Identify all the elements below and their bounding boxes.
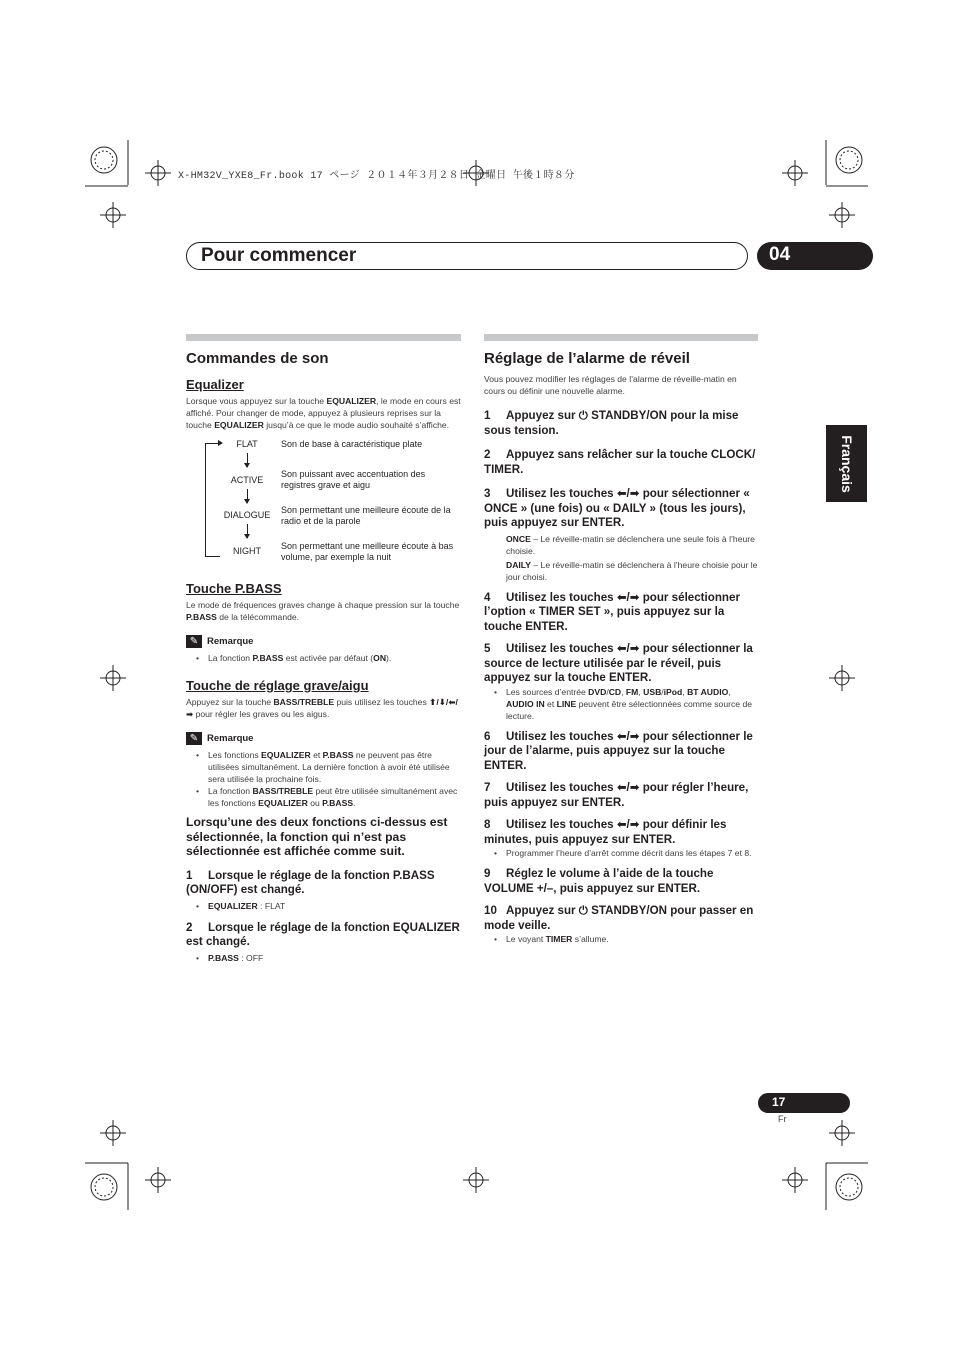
mode-flat-desc: Son de base à caractéristique plate [281,439,423,449]
chapter-number: 04 [757,242,873,270]
step-item: 5 Utilisez les touches ⬅/➡ pour sélectionner la source de lecture utilisée par le réveil, puis appuyez sur la touche ENTER. [484,642,753,684]
language-tab-label: Français [838,434,855,493]
language-tab [826,425,867,502]
step-item: 8 Utilisez les touches ⬅/➡ pour définir les minutes, puis appuyez sur ENTER. [484,818,727,846]
file-info-header: X-HM32V_YXE8_Fr.book 17 ページ ２０１４年３月２８日 金曜日 午後１時８分 [178,171,575,182]
mode-dialogue-desc: Son permettant une meilleure écoute de la radio et de la parole [281,505,451,526]
step-item: 2 Lorsque le réglage de la fonction EQUALIZER est changé. [186,920,460,948]
pbass-description: Le mode de fréquences graves change à chaque pression sur la touche P.BASS de la télécommande. [186,600,460,622]
step-item: 2 Appuyez sans relâcher sur la touche CLOCK/ TIMER. [484,448,756,476]
equalizer-description: Lorsque vous appuyez sur la touche EQUALIZER, le mode en cours est affiché. Pour changer de mode, appuyez à plusieurs reprises sur la touche EQUALIZER jusqu’à ce que le mode audio souhaité s’affiche. [186,396,461,430]
heading-bass-treble: Touche de réglage grave/aigu [186,678,369,693]
note-pencil-icon: ✎ [186,732,202,745]
arrow-down-icon [247,453,248,467]
step-item: 9 Réglez le volume à l’aide de la touche VOLUME +/–, puis appuyez sur ENTER. [484,867,714,895]
step-item: 3 Utilisez les touches ⬅/➡ pour sélectionner « ONCE » (une fois) ou « DAILY » (tous les jours), puis appuyez sur ENTER. [484,487,750,529]
step-item: 1 Lorsque le réglage de la fonction P.BASS (ON/OFF) est changé. [186,868,435,896]
alarm-intro: Vous pouvez modifier les réglages de l’alarme de réveille-matin en cours ou définir une nouvelle alarme. [484,374,737,396]
once-description: ONCE – Le réveille-matin se déclenchera une seule fois à l’heure choisie. [506,533,755,556]
note-pencil-icon: ✎ [186,635,202,648]
daily-description: DAILY – Le réveille-matin se déclenchera à l’heure choisie pour le jour choisi. [506,559,758,582]
heading-equalizer: Equalizer [186,377,244,392]
loop-line [205,443,220,557]
heading-pbass: Touche P.BASS [186,581,282,596]
bass-treble-description: Appuyez sur la touche BASS/TREBLE puis utilisez les touches ⬆/⬇/⬅/➡ pour régler les graves ou les aigus. [186,697,458,719]
mode-active-desc: Son puissant avec accentuation des registres grave et aigu [281,469,426,490]
page-number: 17 [758,1093,850,1113]
bold-paragraph: Lorsqu’une des deux fonctions ci-dessus est sélectionnée, la fonction qui n’est pas sélectionnée est affichée comme suit. [186,815,448,858]
arrow-down-icon [247,489,248,503]
mode-night: NIGHT [233,546,261,556]
section-title-alarm: Réglage de l’alarme de réveil [484,350,690,367]
step-item: 6 Utilisez les touches ⬅/➡ pour sélectionner le jour de l’alarme, puis appuyez sur la touche ENTER. [484,729,753,772]
left-column [186,334,461,964]
mode-night-desc: Son permettant une meilleure écoute à bas volume, par exemple la nuit [281,541,454,562]
step-item: 7 Utilisez les touches ⬅/➡ pour régler l’heure, puis appuyez sur ENTER. [484,781,749,809]
mode-flat: FLAT [236,439,258,449]
note-heading [186,635,461,648]
note-bullet: • La fonction P.BASS est activée par défaut (ON). [186,652,461,664]
step-bullet: • Les sources d’entrée DVD/CD, FM, USB/iPod, BT AUDIO, AUDIO IN et LINE peuvent être sélectionnées comme source de lecture. [484,686,758,722]
note-bullet: • Les fonctions EQUALIZER et P.BASS ne peuvent pas être utilisées simultanément. La dernière fonction à avoir été utilisée sera utilisée la prochaine fois. [186,749,461,785]
note-bullet: • La fonction BASS/TREBLE peut être utilisée simultanément avec les fonctions EQUALIZER ou P.BASS. [186,785,461,809]
chapter-title-bar [186,242,748,270]
step-item: 4 Utilisez les touches ⬅/➡ pour sélectionner l’option « TIMER SET », puis appuyez sur la touche ENTER. [484,590,740,633]
mode-dialogue: DIALOGUE [223,510,271,520]
equalizer-mode-diagram [186,439,461,569]
arrow-keys-icon: ⬆/⬇/⬅/➡ [186,697,458,719]
section-title-sound: Commandes de son [186,350,329,367]
note-label: Remarque [207,733,254,744]
right-column [484,334,758,945]
note-heading [186,732,461,745]
step-bullet: • Le voyant TIMER s’allume. [484,933,758,945]
page-title: Pour commencer [201,245,357,266]
step-item: 1 Appuyez sur ⏻ STANDBY/ON pour la mise sous tension. [484,409,739,437]
step-item: 10 Appuyez sur ⏻ STANDBY/ON pour passer en mode veille. [484,904,754,932]
mode-active: ACTIVE [230,475,264,485]
page-language: Fr [778,1114,787,1124]
step-bullet: • EQUALIZER : FLAT [186,900,461,912]
step-bullet: • Programmer l’heure d’arrêt comme décrit dans les étapes 7 et 8. [484,847,758,859]
step-bullet: • P.BASS : OFF [186,952,461,964]
arrow-down-icon [247,524,248,538]
note-label: Remarque [207,636,254,647]
section-bar [186,334,461,341]
section-bar [484,334,758,341]
